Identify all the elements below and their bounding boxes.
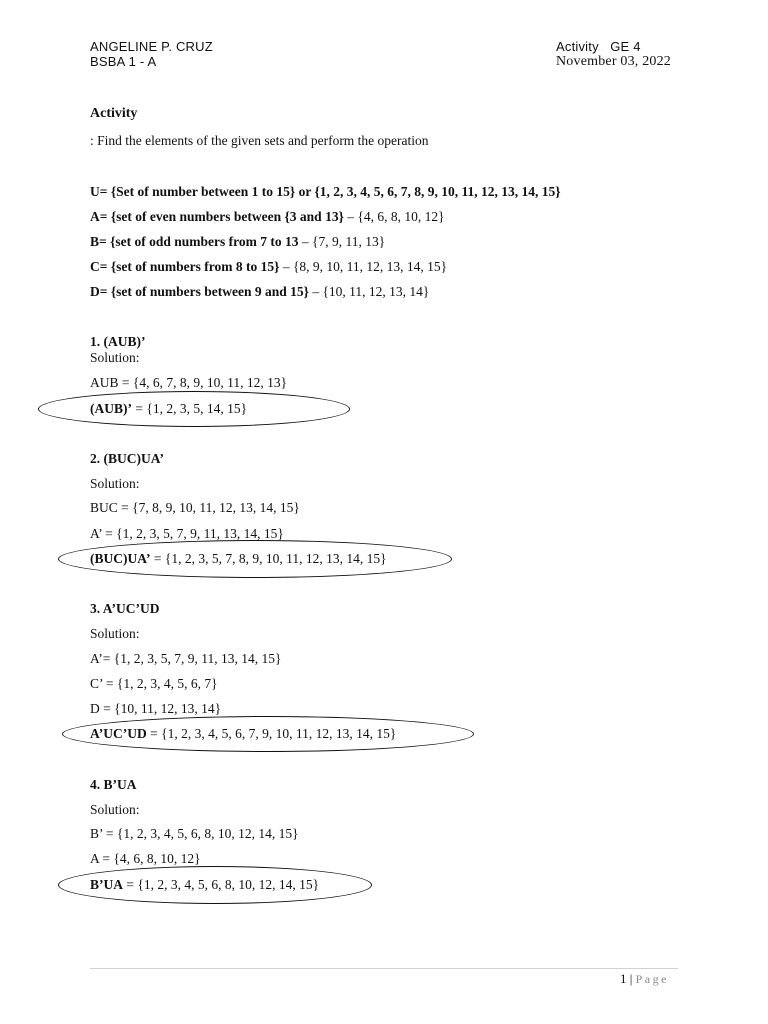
date-label: November 03, 2022 — [556, 54, 671, 69]
set-a-value: – {4, 6, 8, 10, 12} — [343, 209, 445, 224]
problem-2-heading: 2. (BUC)UA’ — [90, 451, 164, 466]
problem-1-answer — [90, 401, 247, 417]
problem-3-answer — [90, 726, 396, 742]
set-a-label: A= {set of even numbers between {3 and 13} — [90, 209, 344, 224]
problem-2-step-2: A’ = {1, 2, 3, 5, 7, 9, 11, 13, 14, 15} — [90, 526, 284, 541]
set-d — [90, 284, 429, 300]
problem-3-solution-label: Solution: — [90, 626, 140, 641]
problem-2-step-1: BUC = {7, 8, 9, 10, 11, 12, 13, 14, 15} — [90, 500, 300, 515]
problem-1-answer-value: = {1, 2, 3, 5, 14, 15} — [132, 401, 248, 416]
problem-1-step-1: AUB = {4, 6, 7, 8, 9, 10, 11, 12, 13} — [90, 375, 288, 390]
set-d-value: – {10, 11, 12, 13, 14} — [308, 284, 430, 299]
set-c — [90, 259, 447, 275]
set-u-label: U= {Set of number between 1 to 15} or {1, 2, 3, 4, 5, 6, 7, 8, 9, 10, 11, 12, 13, 14, 15} — [90, 184, 561, 199]
student-name: ANGELINE P. CRUZ — [90, 39, 213, 54]
problem-3-answer-value: = {1, 2, 3, 4, 5, 6, 7, 9, 10, 11, 12, 13, 14, 15} — [146, 726, 397, 741]
problem-2-answer — [90, 551, 387, 567]
problem-4-answer-value: = {1, 2, 3, 4, 5, 6, 8, 10, 12, 14, 15} — [123, 877, 320, 892]
problem-4-solution-label: Solution: — [90, 802, 140, 817]
problem-1-heading: 1. (AUB)’ — [90, 334, 146, 349]
student-section: BSBA 1 - A — [90, 54, 157, 69]
page-footer — [620, 971, 669, 987]
problem-4-step-1: B’ = {1, 2, 3, 4, 5, 6, 8, 10, 12, 14, 15} — [90, 826, 299, 841]
problem-4-step-2: A = {4, 6, 8, 10, 12} — [90, 851, 201, 866]
instruction-text: : Find the elements of the given sets and perform the operation — [90, 133, 429, 148]
problem-1-answer-label: (AUB)’ — [90, 401, 132, 416]
problem-2-answer-label: (BUC)UA’ — [90, 551, 151, 566]
problem-3-step-3: D = {10, 11, 12, 13, 14} — [90, 701, 222, 716]
set-b-label: B= {set of odd numbers from 7 to 13 — [90, 234, 299, 249]
page-separator: | — [629, 971, 633, 986]
header-right — [556, 39, 671, 69]
set-c-label: C= {set of numbers from 8 to 15} — [90, 259, 280, 274]
set-c-value: – {8, 9, 10, 11, 12, 13, 14, 15} — [279, 259, 448, 274]
problem-3-answer-label: A’UC’UD — [90, 726, 147, 741]
page-title: Activity — [90, 106, 138, 121]
footer-rule — [90, 968, 678, 969]
problem-4-answer-label: B’UA — [90, 877, 123, 892]
problem-2-solution-label: Solution: — [90, 476, 140, 491]
set-d-label: D= {set of numbers between 9 and 15} — [90, 284, 309, 299]
problem-4-answer — [90, 877, 319, 893]
problem-3-step-1: A’= {1, 2, 3, 5, 7, 9, 11, 13, 14, 15} — [90, 651, 282, 666]
set-a — [90, 209, 445, 225]
header-left — [90, 39, 213, 69]
set-b — [90, 234, 385, 250]
set-b-value: – {7, 9, 11, 13} — [298, 234, 386, 249]
problem-1-solution-label: Solution: — [90, 350, 140, 365]
page-number: 1 — [620, 971, 627, 986]
activity-label: Activity GE 4 — [556, 39, 641, 54]
page-word: Page — [635, 972, 669, 986]
problem-3-heading: 3. A’UC’UD — [90, 601, 160, 616]
problem-4-heading: 4. B’UA — [90, 777, 137, 792]
problem-3-step-2: C’ = {1, 2, 3, 4, 5, 6, 7} — [90, 676, 218, 691]
set-u — [90, 184, 561, 200]
problem-2-answer-value: = {1, 2, 3, 5, 7, 8, 9, 10, 11, 12, 13, 14, 15} — [150, 551, 387, 566]
